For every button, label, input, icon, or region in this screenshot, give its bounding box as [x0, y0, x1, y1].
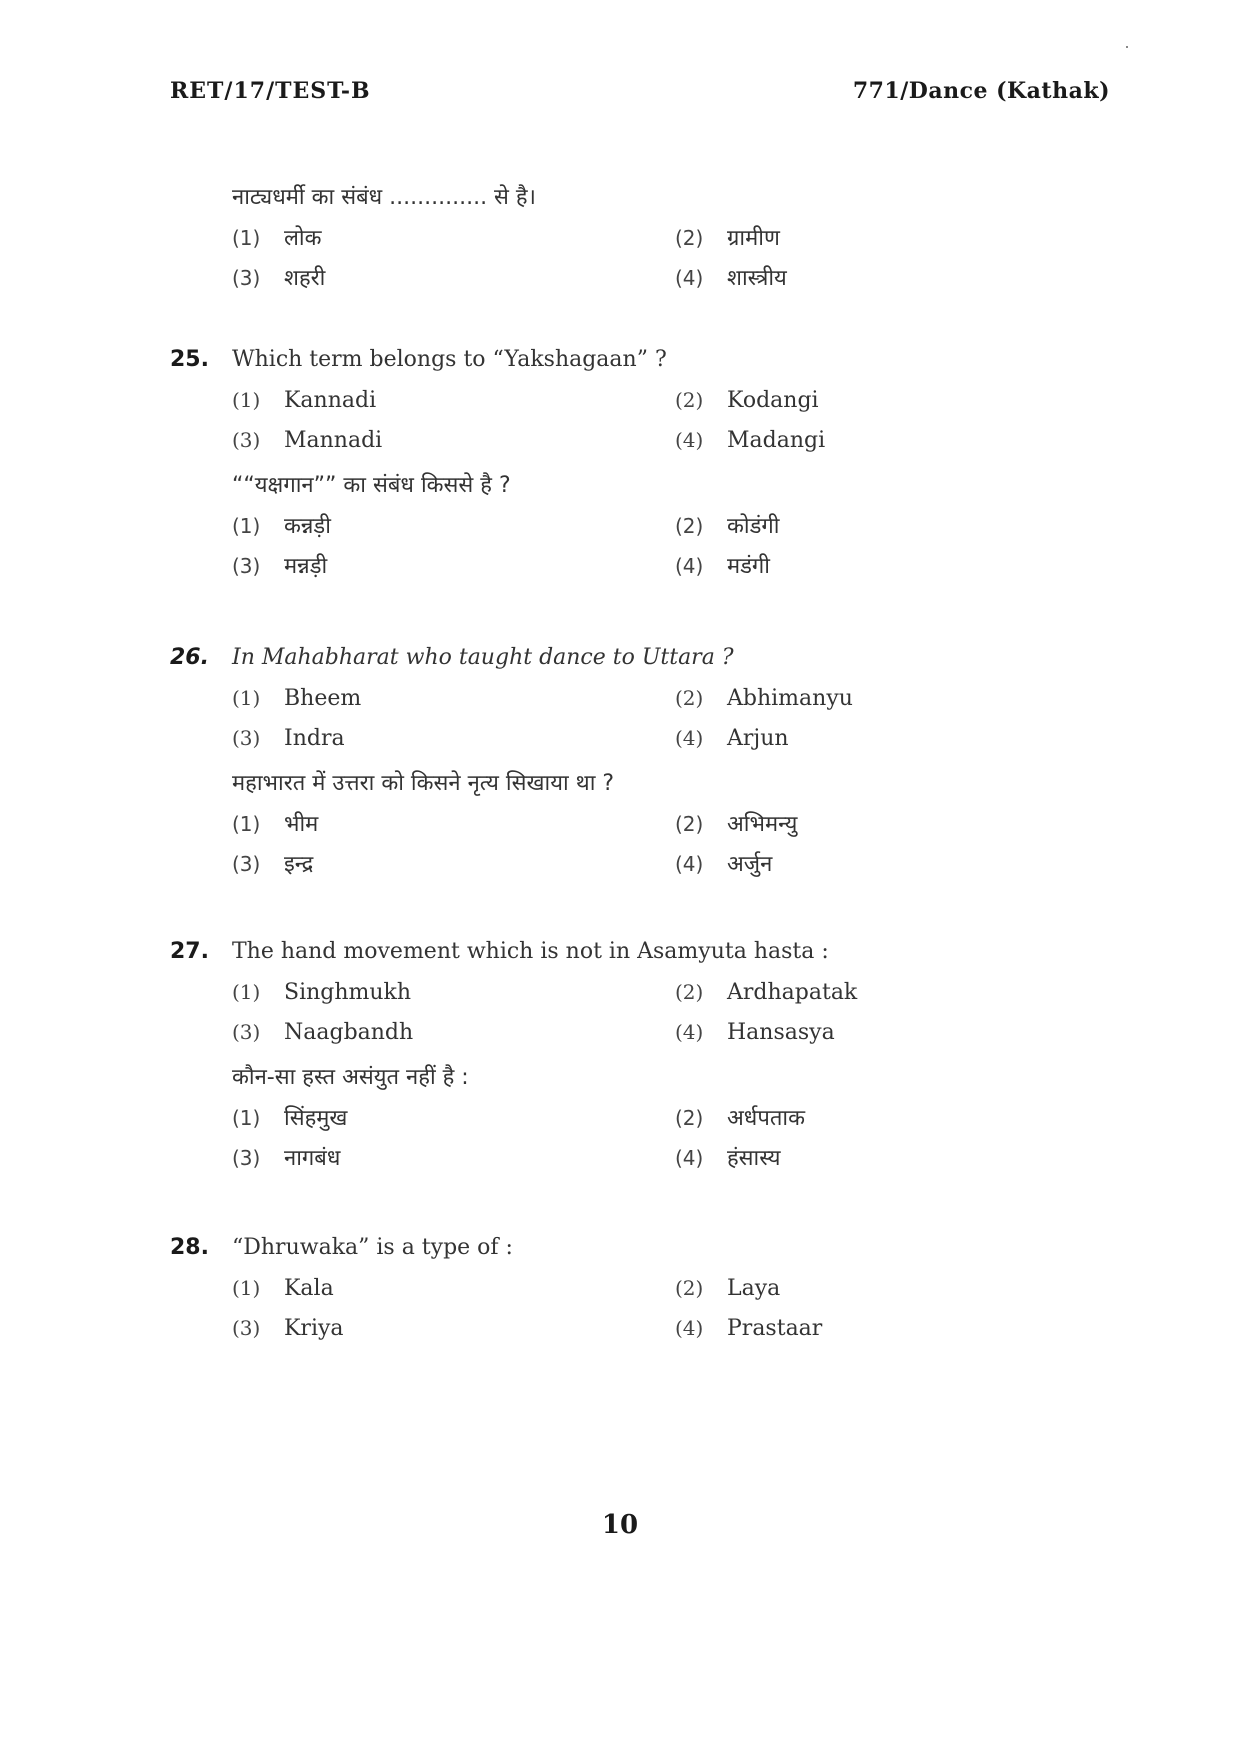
option-3-hi: (3) नागबंध	[232, 1146, 341, 1171]
question-text-hi: महाभारत में उत्तरा को किसने नृत्य सिखाया था ?	[232, 771, 615, 796]
question-26	[170, 638, 970, 884]
option-2: (2) Laya	[675, 1276, 781, 1301]
option-3: (3) Kriya	[232, 1316, 344, 1341]
option-1: (1) Singhmukh	[232, 980, 412, 1005]
paper-code: RET/17/TEST-B	[170, 78, 371, 104]
option-3: (3) शहरी	[232, 266, 326, 291]
option-2: (2) Abhimanyu	[675, 686, 853, 711]
option-3-hi: (3) इन्द्र	[232, 852, 314, 877]
option-1: (1) Bheem	[232, 686, 362, 711]
question-number: 28.	[170, 1235, 209, 1260]
question-number: 25.	[170, 347, 209, 372]
question-text-en: “Dhruwaka” is a type of :	[232, 1235, 513, 1260]
option-2: (2) Kodangi	[675, 388, 819, 413]
option-3: (3) Mannadi	[232, 428, 383, 453]
option-1-hi: (1) भीम	[232, 812, 319, 837]
option-1: (1) लोक	[232, 226, 322, 251]
option-3: (3) Naagbandh	[232, 1020, 414, 1045]
question-text-en: The hand movement which is not in Asamyuta hasta :	[232, 939, 829, 964]
question-number: 27.	[170, 939, 209, 964]
option-2: (2) ग्रामीण	[675, 226, 780, 251]
scan-speck	[1126, 46, 1128, 48]
question-text-en: Which term belongs to “Yakshagaan” ?	[232, 347, 667, 372]
option-1-hi: (1) सिंहमुख	[232, 1106, 348, 1131]
question-text-en: In Mahabharat who taught dance to Uttara ?	[232, 645, 734, 670]
option-3-hi: (3) मन्नड़ी	[232, 554, 328, 579]
option-4: (4) Arjun	[675, 726, 789, 751]
option-1: (1) Kala	[232, 1276, 334, 1301]
question-number: 26.	[170, 645, 209, 670]
option-1: (1) Kannadi	[232, 388, 377, 413]
option-2: (2) Ardhapatak	[675, 980, 858, 1005]
question-24-hindi	[170, 178, 970, 298]
option-4: (4) Madangi	[675, 428, 826, 453]
page-number: 10	[601, 1510, 639, 1540]
option-4-hi: (4) मडंगी	[675, 554, 771, 579]
option-4: (4) Prastaar	[675, 1316, 823, 1341]
option-1-hi: (1) कन्नड़ी	[232, 514, 331, 539]
subject-code: 771/Dance (Kathak)	[852, 78, 1110, 104]
question-text-hi: ““यक्षगान”” का संबंध किससे है ?	[232, 473, 511, 498]
option-2-hi: (2) कोडंगी	[675, 514, 780, 539]
option-4: (4) शास्त्रीय	[675, 266, 787, 291]
question-28	[170, 1228, 970, 1348]
question-25	[170, 340, 970, 586]
option-2-hi: (2) अभिमन्यु	[675, 812, 798, 837]
option-2-hi: (2) अर्धपताक	[675, 1106, 805, 1131]
option-4-hi: (4) हंसास्य	[675, 1146, 781, 1171]
option-3: (3) Indra	[232, 726, 345, 751]
option-4: (4) Hansasya	[675, 1020, 835, 1045]
question-text-hi: कौन-सा हस्त असंयुत नहीं है :	[232, 1065, 469, 1090]
question-27	[170, 932, 970, 1178]
question-text-hi: नाट्यधर्मी का संबंध .............. से है।	[232, 185, 536, 210]
option-4-hi: (4) अर्जुन	[675, 852, 773, 877]
